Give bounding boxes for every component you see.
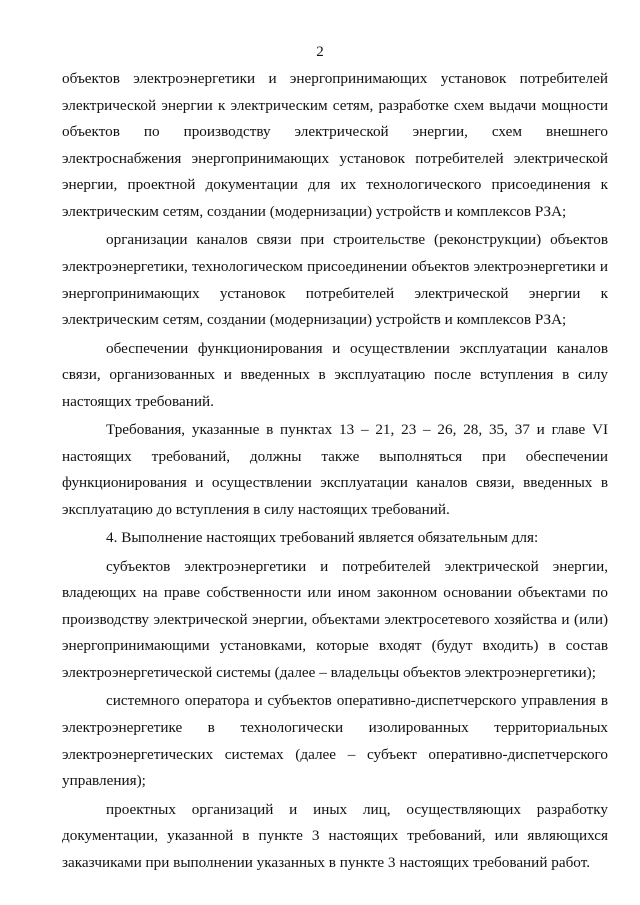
paragraph-design-organizations: проектных организаций и иных лиц, осуществляющих разработку документации, указанной в пункте 3 настоящих требований, или являющихся заказчиками при выполнении указанных в пункте 3 настоящих требований работ.: [62, 800, 608, 871]
page-number: 2: [316, 44, 324, 60]
paragraph-system-operator: системного оператора и субъектов оперативно-диспетчерского управления в электроэнергетике в технологически изолированных территориальных электроэнергетических системах (далее – субъект оперативно-диспетчерского управления);: [62, 692, 608, 790]
paragraph-requirements-scope: Требования, указанные в пунктах 13 – 21, 23 – 26, 28, 35, 37 и главе VI настоящих требований, должны также выполняться при обеспечении функционирования и осуществлении эксплуатации каналов связи, введенных в эксплуатацию до вступления в силу настоящих требований.: [62, 421, 608, 518]
document-body: [62, 66, 608, 878]
paragraph-operation-channels: обеспечении функционирования и осуществлении эксплуатации каналов связи, организованных и введенных в эксплуатацию после вступления в силу настоящих требований.: [62, 339, 608, 410]
paragraph-subjects-electroenergy: субъектов электроэнергетики и потребителей электрической энергии, владеющих на праве собственности или ином законном основании объектами по производству электрической энергии, объектами электросетевого хозяйства и (или) энергопринимающими установками, которые входят (будут входить) в состав электроэнергетической системы (далее – владельцы объектов электроэнергетики);: [62, 557, 608, 682]
paragraph-continuation: объектов электроэнергетики и энергопринимающих установок потребителей электрической энергии к электрическим сетям, разработке схем выдачи мощности объектов по производству электрической энергии, схем внешнего электроснабжения энергопринимающих установок потребителей электрической энергии, проектной документации для их технологического присоединения к электрическим сетям, создании (модернизации) устройств и комплексов РЗА;: [62, 70, 608, 220]
paragraph-item-4: 4. Выполнение настоящих требований является обязательным для:: [106, 529, 539, 547]
paragraph-communication-channels: организации каналов связи при строительстве (реконструкции) объектов электроэнергетики, технологическом присоединении объектов электроэнергетики и энергопринимающих установок потребителей электрической энергии к электрическим сетям, создании (модернизации) устройств и комплексов РЗА;: [62, 231, 608, 329]
